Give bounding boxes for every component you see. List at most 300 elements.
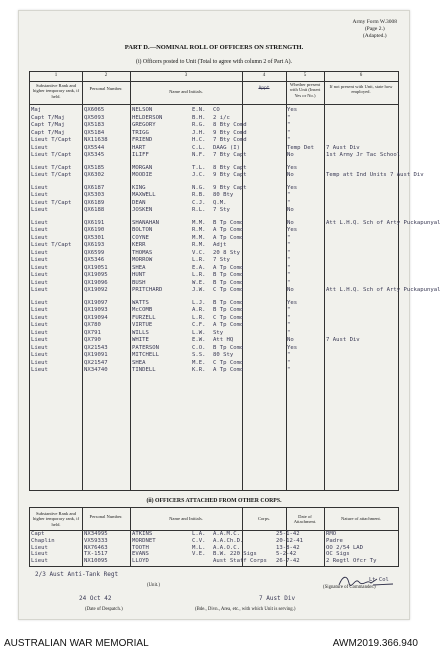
officer-row: [30, 345, 398, 353]
officer-pno: QX19096: [84, 279, 108, 286]
officer-present: ": [287, 279, 291, 286]
officer-appt: Sty: [213, 329, 224, 336]
officer-init: A.R.: [192, 307, 206, 313]
officer-appt: 80 Bty: [213, 192, 234, 198]
officer-appt: C Tp Comd: [213, 314, 244, 321]
officer-appt: C Tp Comd: [213, 359, 244, 366]
officer-name: MORROW: [132, 257, 153, 263]
officer-pno: QX791: [84, 329, 101, 336]
officer-rank: Lieut: [31, 192, 48, 198]
officer-pno: QX5093: [84, 114, 105, 121]
officer-name: PRITCHARD: [132, 287, 163, 293]
officer-present: ": [287, 272, 291, 278]
officer-present: No: [287, 219, 294, 226]
attached-list: [30, 531, 398, 565]
officer-appt: DAAG (I): [213, 144, 240, 151]
officer-row: [30, 322, 398, 330]
officer-pno: QX6193: [84, 242, 105, 248]
officer-rank: Lieut: [31, 227, 48, 233]
officer-present: No: [287, 337, 294, 343]
officer-appt: Adjt: [213, 242, 227, 248]
attached-corps: B.W. 220 Sigs: [213, 551, 257, 558]
officer-appt: 9 Bty Capt: [213, 172, 247, 178]
officer-present: ": [287, 257, 291, 263]
officer-present: Yes: [287, 227, 298, 233]
unit-label: (Unit.): [147, 583, 160, 588]
col-num-2: 2: [104, 73, 108, 78]
officer-init: L.W.: [192, 329, 206, 336]
officer-row: [30, 107, 398, 115]
officer-rank: Lieut: [31, 287, 48, 293]
officer-row: [30, 300, 398, 308]
col-num-6: 6: [359, 73, 363, 78]
officer-name: COYNE: [132, 234, 149, 241]
officer-row: [30, 219, 441, 228]
att-head-nature: Nature of attachment.: [341, 516, 381, 521]
attached-corps: A.A.Ch.D.: [213, 537, 244, 544]
officer-present: ": [287, 367, 291, 373]
attached-name: LLOYD: [132, 558, 149, 565]
attached-init: V.E.: [192, 551, 206, 558]
date-label: (Date of Despatch.): [85, 607, 123, 612]
officer-name: JOSKEN: [132, 207, 153, 213]
officer-name: WATTS: [132, 299, 149, 306]
officer-init: N.G.: [192, 184, 206, 191]
officer-row: [30, 122, 398, 130]
attached-corps: Aust Staff Corps: [213, 558, 267, 565]
officer-name: SHANAHAN: [132, 219, 159, 226]
officer-present: ": [287, 122, 291, 128]
officer-pno: QX6189: [84, 199, 105, 206]
officer-rank: Lieut: [31, 359, 48, 366]
officer-present: ": [287, 307, 291, 313]
officer-init: C.L.: [192, 144, 206, 151]
officer-name: FRIEND: [132, 137, 153, 143]
officer-row: [30, 145, 398, 153]
officer-rank: Lieut T/Capt: [31, 164, 72, 171]
col-num-1: 1: [54, 73, 58, 78]
officer-rank: Lieut: [31, 184, 48, 191]
officer-pno: QX6187: [84, 184, 105, 191]
officer-name: BUSH: [132, 279, 146, 286]
officer-name: MAXWELL: [132, 192, 156, 198]
officer-name: THOMAS: [132, 249, 153, 256]
officer-rank: Lieut T/Capt: [31, 152, 72, 158]
officer-name: MITCHELL: [132, 352, 159, 358]
officer-rank: Lieut: [31, 249, 48, 256]
officer-appt: B Tp Comd: [213, 344, 244, 351]
officer-init: E.A.: [192, 264, 206, 271]
officer-present: ": [287, 192, 291, 198]
officer-rank: Capt T/Maj: [31, 122, 65, 128]
attached-row: [30, 538, 398, 545]
col-head-appt: Appt: [258, 86, 270, 91]
attached-date: 26-7-42: [276, 558, 300, 565]
officer-appt: 2 i/c: [213, 114, 230, 121]
officer-note: Temp att Ind Units 7 Aust Div: [326, 172, 424, 178]
section-subtitle: (i) Officers posted to Unit (Total to agree with column 2 of Part A).: [136, 59, 292, 65]
document-page: [18, 10, 441, 620]
officer-init: L.R.: [192, 314, 206, 321]
attached-row: [30, 551, 398, 558]
officer-present: ": [287, 137, 291, 143]
officer-rank: Lieut: [31, 367, 48, 373]
officer-init: E.W.: [192, 337, 206, 343]
officer-init: M.E.: [192, 359, 206, 366]
attached-pno: TX-1517: [84, 551, 108, 558]
officer-present: ": [287, 329, 291, 336]
officer-row: [30, 172, 424, 180]
attached-rank: Chaplin: [31, 537, 55, 544]
officers-roll-table: [29, 71, 441, 491]
officer-rank: Lieut: [31, 234, 48, 241]
officer-rank: Lieut: [31, 264, 48, 271]
officer-rank: Lieut: [31, 337, 48, 343]
officer-pno: QX5345: [84, 152, 105, 158]
officer-row: [30, 130, 398, 138]
officer-appt: B Tp Comd: [213, 272, 244, 278]
officer-present: ": [287, 242, 291, 248]
officer-appt: 7 Bty Capt: [213, 152, 247, 158]
page-number: (Page 2.): [364, 26, 385, 32]
officer-name: GREGORY: [132, 122, 156, 128]
officer-appt: CO: [213, 107, 220, 113]
officer-appt: 7 Sty: [213, 207, 230, 213]
officer-present: No: [287, 207, 294, 213]
officer-rank: Lieut: [31, 344, 48, 351]
attached-pno: VX59333: [84, 537, 108, 544]
officer-present: Yes: [287, 299, 298, 306]
officer-name: HUNT: [132, 272, 146, 278]
officer-name: WHITE: [132, 337, 149, 343]
officer-rank: Lieut T/Capt: [31, 242, 72, 248]
officer-note: 7 Aust Div: [326, 144, 360, 151]
att-head-date: Date of Attachment.: [293, 514, 317, 525]
attached-date: 13-8-42: [276, 544, 300, 551]
attached-name: EVANS: [132, 551, 149, 558]
officer-note: 1st Army Jr Tac School: [326, 152, 401, 158]
officer-name: SHEA: [132, 359, 146, 366]
officer-appt: A Tp Comd: [213, 264, 244, 271]
attached-pno: NX76463: [84, 544, 108, 551]
officer-name: TRIGG: [132, 129, 149, 136]
adapted-note: (Adapted.): [362, 33, 387, 39]
officer-name: MOODIE: [132, 172, 153, 178]
attached-date: 25-1-42: [276, 531, 300, 537]
attached-title: (ii) OFFICERS ATTACHED FROM OTHER CORPS.: [146, 498, 282, 504]
officer-rank: Lieut: [31, 314, 48, 321]
officer-pno: QX21547: [84, 359, 108, 366]
officer-row: [30, 272, 398, 280]
officer-name: KING: [132, 184, 146, 191]
part-title: PART D.—NOMINAL ROLL OF OFFICERS ON STRENGTH.: [124, 44, 304, 51]
archive-caption: [0, 635, 424, 653]
officer-rank: Capt T/Maj: [31, 129, 65, 136]
officer-init: K.R.: [192, 367, 206, 373]
attached-pno: NX34995: [84, 531, 108, 537]
officer-init: C.J.: [192, 199, 206, 206]
officer-pno: QX19097: [84, 299, 108, 306]
officer-appt: B Tp Comd: [213, 307, 244, 313]
col-head-present: Whether present with Unit (Insert Yes or No.): [289, 82, 321, 98]
attached-rank: Lieut: [31, 551, 48, 558]
officer-row: [30, 352, 398, 360]
officer-present: Temp Det: [287, 144, 314, 151]
location-label: (Bde., Divn., Area, etc., with which Unit is serving.): [195, 607, 296, 612]
officer-row: [30, 137, 398, 145]
officer-pno: NX11638: [84, 137, 108, 143]
officer-pno: QX790: [84, 337, 101, 343]
officer-init: R.G.: [192, 122, 206, 128]
officer-present: ": [287, 322, 291, 328]
officer-name: ILIFF: [132, 152, 149, 158]
officer-rank: Lieut: [31, 329, 48, 336]
officer-row: [30, 200, 398, 208]
officer-note: Att L.H.Q. Sch of Arty Puckapunyal: [326, 219, 441, 226]
attached-date: 20-12-41: [276, 537, 303, 544]
officer-appt: 7 Bty Comd: [213, 137, 247, 143]
officer-appt: 80 Sty: [213, 352, 234, 358]
officer-row: [30, 367, 398, 375]
col-head-rank: Substantive Rank and higher temporary rank, if held.: [32, 83, 80, 99]
officer-row: [30, 152, 401, 160]
attached-corps: A.A.M.C.: [213, 531, 240, 537]
attached-row: [30, 558, 398, 565]
officer-present: ": [287, 314, 291, 321]
officer-name: TINDELL: [132, 367, 156, 373]
signature-title: Lt Col: [369, 577, 389, 583]
officer-name: HELDERSON: [132, 114, 163, 121]
officer-name: FURZELL: [132, 314, 156, 321]
officer-rank: Lieut: [31, 257, 48, 263]
officer-rank: Lieut: [31, 307, 48, 313]
officer-row: [30, 280, 398, 288]
officer-pno: QX5303: [84, 192, 105, 198]
officer-pno: QX780: [84, 322, 101, 328]
officer-name: KERR: [132, 242, 146, 248]
col-head-personal-number: Personal Number.: [89, 86, 123, 91]
despatch-date: 24 Oct 42: [79, 595, 112, 602]
officer-appt: 8 Bty Comd: [213, 122, 247, 128]
officer-init: R.B.: [192, 192, 206, 198]
officer-name: WILLS: [132, 329, 149, 336]
attached-init: M.L.: [192, 544, 206, 551]
attached-corps: A.A.O.C.: [213, 544, 240, 551]
attached-init: C.V.: [192, 537, 206, 544]
officer-row: [30, 315, 398, 323]
officer-present: No: [287, 287, 294, 293]
archive-reference: AWM2019.366.940: [332, 638, 418, 649]
officer-row: [30, 287, 441, 295]
officer-init: H.C.: [192, 137, 206, 143]
officer-rank: Lieut: [31, 219, 48, 226]
attached-rank: Lieut: [31, 544, 48, 551]
officer-rank: Lieut T/Capt: [31, 199, 72, 206]
officer-appt: B Tp Comd: [213, 299, 244, 306]
att-head-name: Name and Initials.: [169, 516, 203, 521]
attached-name: MORDNET: [132, 537, 156, 544]
officer-pno: QX5544: [84, 144, 105, 151]
officer-rank: Lieut T/Capt: [31, 172, 72, 178]
officer-pno: QX6302: [84, 172, 105, 178]
officer-init: C.O.: [192, 344, 206, 351]
officer-name: SHEA: [132, 264, 146, 271]
officer-pno: QX21543: [84, 344, 108, 351]
officer-row: [30, 265, 398, 273]
officer-init: L.J.: [192, 299, 206, 306]
col-head-not-present: If not present with Unit, state how employed.: [329, 84, 393, 95]
att-head-corps: Corps.: [257, 516, 271, 521]
attached-nature: OO 2/54 LAD: [326, 544, 364, 551]
officer-pno: NX34740: [84, 367, 108, 373]
officer-present: Yes: [287, 344, 298, 351]
officer-rank: Capt T/Maj: [31, 114, 65, 121]
officer-init: N.F.: [192, 152, 206, 158]
officer-row: [30, 242, 398, 250]
attached-row: [30, 545, 398, 552]
attached-nature: Padre: [326, 537, 343, 544]
attached-nature: 2 Regtl Ofcr Ty: [326, 558, 377, 565]
col-num-5: 5: [303, 73, 307, 78]
commander-signature: [337, 573, 397, 589]
officer-init: W.E.: [192, 279, 206, 286]
officer-present: No: [287, 172, 294, 178]
officer-init: L.R.: [192, 257, 206, 263]
officer-appt: C Tp Comd: [213, 287, 244, 293]
officer-rank: Lieut: [31, 272, 48, 278]
officer-appt: A Tp Comd: [213, 367, 244, 373]
officer-init: E.N.: [192, 107, 206, 113]
attached-rank: Capt: [31, 531, 45, 537]
col-num-3: 3: [184, 73, 188, 78]
officer-init: R.M.: [192, 242, 206, 248]
officer-rank: Lieut: [31, 322, 48, 328]
attached-nature: RMO: [326, 531, 337, 537]
officer-pno: QX5183: [84, 122, 105, 128]
officer-appt: A Tp Comd: [213, 234, 244, 241]
officer-pno: QX5185: [84, 164, 105, 171]
attached-date: 5-2-42: [276, 551, 297, 558]
form-number-block: [353, 19, 397, 40]
officer-init: J.H.: [192, 129, 206, 136]
officer-row: [30, 250, 398, 258]
officer-appt: 20 8 Sty: [213, 249, 240, 256]
officer-pno: QX6191: [84, 219, 105, 226]
officer-pno: QX19051: [84, 264, 108, 271]
officer-init: S.S.: [192, 352, 206, 358]
officer-appt: 9 Bty Comd: [213, 129, 247, 136]
officer-pno: QX19092: [84, 287, 108, 293]
officer-row: [30, 192, 398, 200]
officer-init: R.L.: [192, 207, 206, 213]
officer-row: [30, 185, 398, 193]
officer-present: ": [287, 359, 291, 366]
officer-init: J.C.: [192, 172, 206, 178]
attached-rank: Lieut: [31, 558, 48, 565]
attached-name: ATKINS: [132, 531, 153, 537]
officer-note: 7 Aust Div: [326, 337, 360, 343]
officer-name: NELSON: [132, 107, 153, 113]
attached-officers-table: [29, 507, 399, 567]
officer-row: [30, 360, 398, 368]
serving-location: 7 Aust Div: [259, 595, 296, 602]
officer-pno: QX19093: [84, 307, 108, 313]
att-head-pno: Personal Number.: [89, 514, 123, 519]
officer-init: B.H.: [192, 114, 206, 121]
officer-row: [30, 227, 398, 235]
officer-rank: Maj: [31, 107, 42, 113]
officer-pno: QX6599: [84, 249, 105, 256]
unit-name: 2/3 Aust Anti-Tank Regt: [35, 571, 119, 578]
officer-appt: B Tp Comd: [213, 279, 244, 286]
officer-pno: QX19095: [84, 272, 108, 278]
officer-init: R.M.: [192, 227, 206, 233]
officer-init: T.L.: [192, 164, 206, 171]
officer-present: Yes: [287, 184, 298, 191]
officer-note: Att L.H.Q. Sch of Arty Puckapunyal: [326, 287, 441, 293]
officer-name: HART: [132, 144, 146, 151]
officer-appt: Att HQ: [213, 337, 234, 343]
archive-name: AUSTRALIAN WAR MEMORIAL: [4, 638, 149, 649]
col-num-4: 4: [262, 73, 266, 78]
officer-present: ": [287, 352, 291, 358]
officer-name: DEAN: [132, 199, 146, 206]
officer-present: Yes: [287, 164, 298, 171]
officer-present: ": [287, 234, 291, 241]
officer-rank: Lieut: [31, 279, 48, 286]
officer-pno: QX6188: [84, 207, 105, 213]
officer-appt: A Tp Comd: [213, 227, 244, 233]
officer-rank: Lieut: [31, 299, 48, 306]
officer-present: ": [287, 114, 291, 121]
officer-pno: QX5184: [84, 129, 105, 136]
officer-pno: QX5301: [84, 234, 105, 241]
officer-row: [30, 257, 398, 265]
officer-name: PATERSON: [132, 344, 159, 351]
officer-pno: QX6190: [84, 227, 105, 233]
attached-name: TOOTH: [132, 544, 149, 551]
officer-init: V.C.: [192, 249, 206, 256]
officer-present: ": [287, 129, 291, 136]
officer-pno: QX19091: [84, 352, 108, 358]
officers-list: [30, 107, 441, 375]
officer-name: MORGAN: [132, 164, 153, 171]
officer-row: [30, 337, 398, 345]
officer-present: ": [287, 249, 291, 256]
signature-label: (Signature of Commander.): [323, 585, 376, 590]
officer-name: McCOMB: [132, 307, 153, 313]
officer-rank: Lieut: [31, 352, 48, 358]
officer-row: [30, 307, 398, 315]
officer-appt: 8 Bty Capt: [213, 164, 247, 171]
officer-appt: 9 Bty Capt: [213, 184, 247, 191]
officer-appt: 7 Sty: [213, 257, 230, 263]
officer-init: L.R.: [192, 272, 206, 278]
officer-row: [30, 207, 398, 215]
attached-nature: OC Sigs: [326, 551, 350, 558]
officer-appt: A Tp Comd: [213, 322, 244, 328]
officer-pno: QX19094: [84, 314, 108, 321]
officer-present: No: [287, 152, 294, 158]
officer-appt: Q.M.: [213, 199, 227, 206]
officer-rank: Lieut: [31, 144, 48, 151]
col-head-name: Name and Initials.: [169, 89, 203, 94]
attached-row: [30, 531, 398, 538]
officer-row: [30, 165, 398, 173]
officer-pno: QX6065: [84, 107, 105, 113]
officer-init: C.F.: [192, 322, 206, 328]
attached-pno: NX10095: [84, 558, 108, 565]
